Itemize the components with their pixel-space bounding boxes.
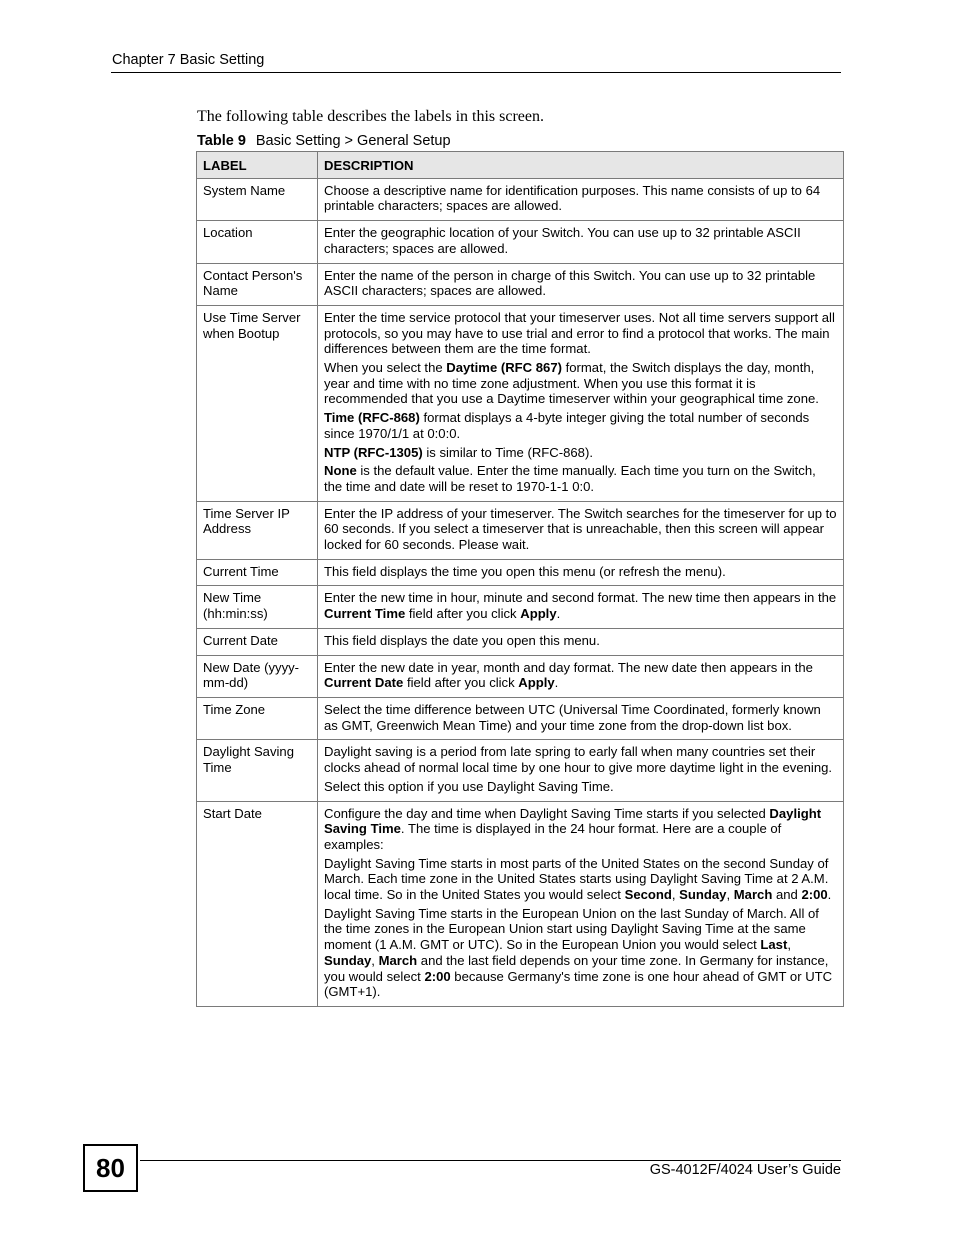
- text-run: When you select the: [324, 360, 447, 376]
- description-paragraph: [324, 856, 837, 903]
- description-paragraph: [324, 806, 837, 853]
- description-paragraph: [324, 906, 837, 1000]
- row-label: New Time (hh:min:ss): [197, 586, 318, 628]
- text-run: field after you click: [403, 675, 519, 691]
- row-description: [318, 305, 844, 501]
- table-row: [197, 586, 844, 628]
- bold-term: Time (RFC-868): [324, 410, 420, 426]
- row-label: Current Date: [197, 628, 318, 655]
- text-run: Enter the new date in year, month and day format. The new date then appears in the: [324, 659, 813, 675]
- row-description: [318, 501, 844, 559]
- text-run: .: [556, 606, 561, 622]
- row-label: System Name: [197, 178, 318, 220]
- text-run: Enter the geographic location of your Switch. You can use up to 32 printable ASCII characters; spaces are allowed.: [324, 225, 801, 256]
- description-paragraph: [324, 633, 837, 649]
- table-row: [197, 697, 844, 739]
- text-run: format displays a 4-byte integer giving the total number of seconds since 1970/1/1 at 0:0:0.: [324, 410, 810, 441]
- table-row: [197, 559, 844, 586]
- bold-term: Daylight Saving Time: [324, 805, 822, 837]
- table-row: [197, 628, 844, 655]
- description-paragraph: [324, 744, 837, 775]
- table-row: [197, 305, 844, 501]
- text-run: .: [827, 887, 832, 903]
- row-label: Contact Person's Name: [197, 263, 318, 305]
- description-paragraph: [324, 779, 837, 795]
- intro-paragraph: The following table describes the labels in this screen.: [197, 108, 545, 125]
- text-run: Choose a descriptive name for identification purposes. This name consists of up to 64 printable characters; spaces are allowed.: [324, 182, 821, 214]
- text-run: and: [772, 887, 802, 903]
- row-description: [318, 801, 844, 1006]
- row-label: Daylight Saving Time: [197, 740, 318, 801]
- row-description: [318, 178, 844, 220]
- row-label: Time Server IP Address: [197, 501, 318, 559]
- text-run: Enter the new time in hour, minute and second format. The new time then appears in the: [324, 590, 837, 606]
- row-description: [318, 263, 844, 305]
- table-header-row: [197, 152, 844, 179]
- table-caption-label: Table 9: [197, 133, 246, 149]
- bold-term: Daytime (RFC 867): [446, 360, 562, 376]
- description-paragraph: [324, 225, 837, 256]
- row-description: [318, 586, 844, 628]
- description-paragraph: [324, 268, 837, 299]
- row-label: Location: [197, 221, 318, 263]
- row-label: Current Time: [197, 559, 318, 586]
- table-row: [197, 178, 844, 220]
- text-run: Enter the time service protocol that your timeserver uses. Not all time servers support all protocols, so you may have to use trial and error to find a protocol that works. The main differences between them are the time format.: [324, 309, 835, 357]
- row-label: Use Time Server when Bootup: [197, 305, 318, 501]
- bold-term: Apply: [518, 675, 555, 691]
- text-run: Select this option if you use Daylight Saving Time.: [324, 778, 614, 794]
- footer-divider: [140, 1160, 841, 1161]
- text-run: ,: [371, 952, 379, 968]
- bold-term: None: [324, 463, 357, 479]
- bold-term: Apply: [520, 606, 557, 622]
- description-paragraph: [324, 590, 837, 621]
- column-header-label: LABEL: [197, 152, 318, 179]
- text-run: Configure the day and time when Daylight Saving Time starts if you selected: [324, 805, 770, 821]
- page-number: 80: [83, 1144, 138, 1192]
- row-description: [318, 628, 844, 655]
- description-paragraph: [324, 463, 837, 494]
- guide-title: GS-4012F/4024 User’s Guide: [649, 1162, 841, 1178]
- text-run: Daylight Saving Time starts in most parts of the United States on the second Sunday of March. Each time zone in the United States starts using Daylight Saving Time at 2 A.M. local time. So in the United States you would select: [324, 855, 829, 903]
- description-paragraph: [324, 564, 837, 580]
- text-run: Select the time difference between UTC (Universal Time Coordinated, formerly known as GMT, Greenwich Mean Time) and your time zone from the drop-down list box.: [324, 701, 821, 733]
- table-body: [197, 178, 844, 1006]
- header-divider: [111, 72, 841, 73]
- text-run: . The time is displayed in the 24 hour format. Here are a couple of examples:: [324, 821, 782, 852]
- bold-term: March: [378, 952, 418, 968]
- description-paragraph: [324, 702, 837, 733]
- text-run: Enter the IP address of your timeserver. The Switch searches for the timeserver for up to 60 seconds. If you select a timeserver that is unreachable, then this screen will appear locked for 60 seconds. Please wait.: [324, 505, 837, 553]
- column-header-description: DESCRIPTION: [318, 152, 844, 179]
- row-description: [318, 655, 844, 697]
- row-description: [318, 697, 844, 739]
- table-caption-title: Basic Setting > General Setup: [255, 133, 451, 149]
- row-description: [318, 221, 844, 263]
- bold-term: Second: [624, 887, 672, 903]
- text-run: and the last field depends on your time zone. In Germany for instance, you would select: [324, 952, 829, 984]
- bold-term: Current Date: [324, 675, 404, 691]
- chapter-header: Chapter 7 Basic Setting: [112, 52, 265, 68]
- description-paragraph: [324, 183, 837, 214]
- text-run: field after you click: [405, 606, 521, 622]
- text-run: is the default value. Enter the time manually. Each time you turn on the Switch, the time and date will be reset to 1970-1-1 0:0.: [324, 463, 816, 494]
- description-paragraph: [324, 310, 837, 357]
- bold-term: 2:00: [801, 887, 828, 903]
- description-paragraph: [324, 506, 837, 553]
- text-run: ,: [726, 887, 734, 903]
- description-paragraph: [324, 445, 837, 461]
- row-description: [318, 740, 844, 801]
- text-run: This field displays the date you open this menu.: [324, 632, 600, 648]
- text-run: .: [554, 675, 559, 691]
- table-row: [197, 801, 844, 1006]
- text-run: Daylight saving is a period from late spring to early fall when many countries set their clocks ahead of normal local time by one hour to give more daytime light in the evening.: [324, 744, 833, 776]
- table-row: [197, 263, 844, 305]
- bold-term: March: [733, 887, 773, 903]
- table-row: [197, 655, 844, 697]
- row-description: [318, 559, 844, 586]
- row-label: New Date (yyyy-mm-dd): [197, 655, 318, 697]
- description-paragraph: [324, 660, 837, 691]
- description-paragraph: [324, 410, 837, 441]
- bold-term: 2:00: [424, 968, 451, 984]
- text-run: Daylight Saving Time starts in the European Union on the last Sunday of March. All of the time zones in the European Union start using Daylight Saving Time at the same moment (1 A.M. GMT or UTC). So in the European Union you would select: [324, 905, 819, 953]
- text-run: is similar to Time (RFC-868).: [422, 444, 593, 460]
- label-description-table: [196, 151, 844, 1007]
- row-label: Time Zone: [197, 697, 318, 739]
- description-paragraph: [324, 360, 837, 407]
- text-run: ,: [787, 937, 791, 953]
- table-row: [197, 501, 844, 559]
- table-caption: [197, 133, 451, 149]
- text-run: Enter the name of the person in charge of this Switch. You can use up to 32 printable ASCII characters; spaces are allowed.: [324, 267, 816, 299]
- bold-term: Last: [760, 937, 788, 953]
- text-run: because Germany's time zone is one hour ahead of GMT or UTC (GMT+1).: [324, 968, 833, 1000]
- bold-term: Sunday: [324, 952, 372, 968]
- bold-term: NTP (RFC-1305): [324, 444, 423, 460]
- bold-term: Sunday: [679, 887, 727, 903]
- text-run: ,: [671, 887, 680, 903]
- table-row: [197, 740, 844, 801]
- row-label: Start Date: [197, 801, 318, 1006]
- table-row: [197, 221, 844, 263]
- text-run: format, the Switch displays the day, month, year and time with no time zone adjustment. When you use this format it is recommended that you use a Daytime timeserver within your geographical time zone.: [324, 360, 819, 407]
- text-run: This field displays the time you open this menu (or refresh the menu).: [324, 563, 726, 579]
- bold-term: Current Time: [324, 606, 406, 622]
